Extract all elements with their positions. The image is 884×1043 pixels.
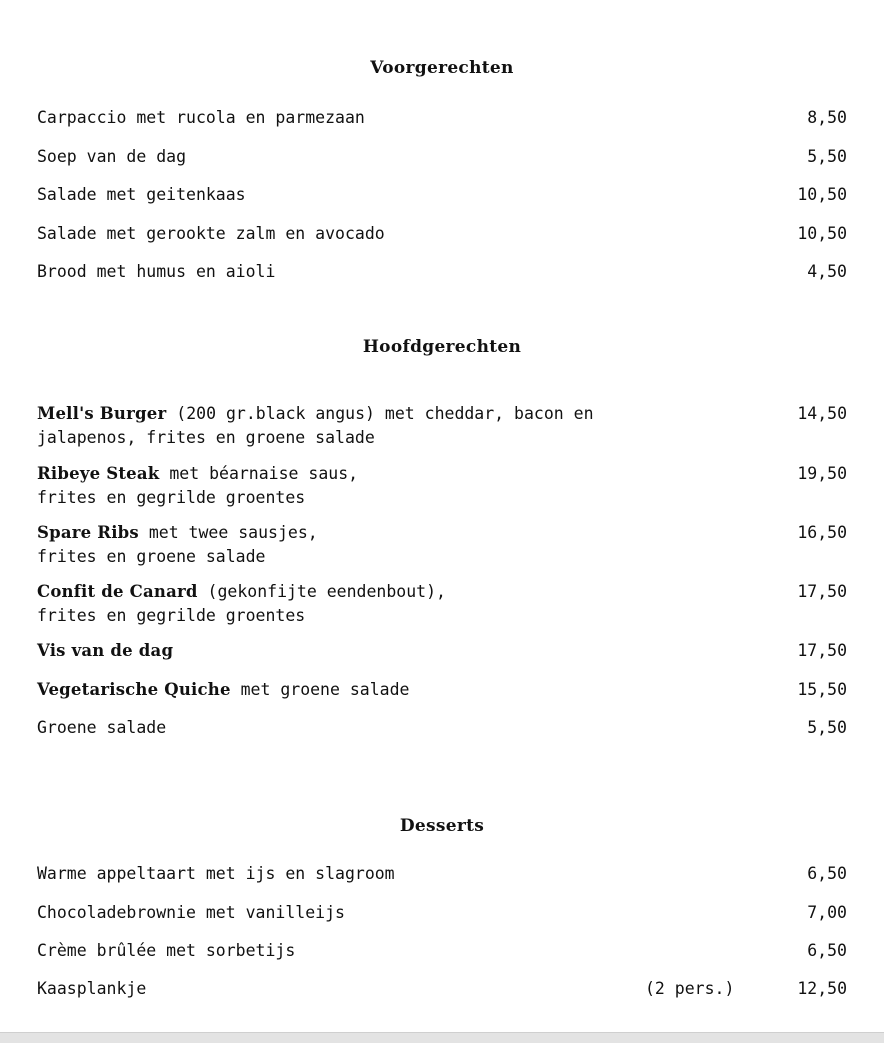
item-price: 5,50 — [807, 718, 847, 737]
item-name: Confit de Canard — [37, 582, 198, 601]
item-name: Brood met humus en aioli — [37, 262, 276, 281]
item-price: 19,50 — [797, 464, 847, 483]
item-desc-line2: frites en gegrilde groentes — [37, 488, 306, 507]
item-price: 16,50 — [797, 523, 847, 542]
item-name: Groene salade — [37, 718, 167, 737]
item-desc-line2: jalapenos, frites en groene salade — [37, 428, 375, 447]
item-price: 15,50 — [797, 680, 847, 699]
item-name: Soep van de dag — [37, 147, 187, 166]
item-desc: met twee sausjes, — [138, 523, 318, 542]
section-title-desserts: Desserts — [399, 816, 485, 836]
item-description — [37, 462, 737, 486]
item-description — [37, 521, 737, 545]
item-desc: (200 gr.black angus) met cheddar, bacon en — [166, 404, 594, 423]
item-name: Ribeye Steak — [37, 464, 160, 483]
item-name: Spare Ribs — [37, 523, 139, 542]
item-description — [37, 678, 737, 702]
item-description — [37, 580, 737, 604]
section-title-hoofdgerechten: Hoofdgerechten — [362, 337, 522, 357]
item-price: 7,00 — [807, 903, 847, 922]
item-price: 10,50 — [797, 185, 847, 204]
item-desc-line2: frites en gegrilde groentes — [37, 606, 306, 625]
item-name: Carpaccio met rucola en parmezaan — [37, 108, 365, 127]
item-name: Vis van de dag — [37, 641, 174, 660]
item-desc: met groene salade — [230, 680, 410, 699]
item-desc: met béarnaise saus, — [159, 464, 359, 483]
item-name: Kaasplankje — [37, 979, 147, 998]
item-price: 6,50 — [807, 941, 847, 960]
item-price: 5,50 — [807, 147, 847, 166]
item-name: Mell's Burger — [37, 404, 167, 423]
item-description — [37, 402, 737, 426]
section-title-voorgerechten: Voorgerechten — [370, 58, 514, 78]
item-price: 14,50 — [797, 404, 847, 423]
item-desc: (gekonfijte eendenbout), — [197, 582, 446, 601]
window-bottom-edge — [0, 1032, 884, 1043]
item-name: Warme appeltaart met ijs en slagroom — [37, 864, 395, 883]
item-name: Salade met geitenkaas — [37, 185, 246, 204]
item-name: Vegetarische Quiche — [37, 680, 231, 699]
item-price: 17,50 — [797, 582, 847, 601]
item-price: 10,50 — [797, 224, 847, 243]
item-price: 8,50 — [807, 108, 847, 127]
item-price: 12,50 — [797, 979, 847, 998]
item-price: 17,50 — [797, 641, 847, 660]
item-desc-line2: frites en groene salade — [37, 547, 266, 566]
item-note: (2 pers.) — [645, 979, 735, 998]
item-price: 6,50 — [807, 864, 847, 883]
item-price: 4,50 — [807, 262, 847, 281]
item-name: Salade met gerookte zalm en avocado — [37, 224, 385, 243]
item-name: Chocoladebrownie met vanilleijs — [37, 903, 345, 922]
item-name: Crème brûlée met sorbetijs — [37, 941, 296, 960]
